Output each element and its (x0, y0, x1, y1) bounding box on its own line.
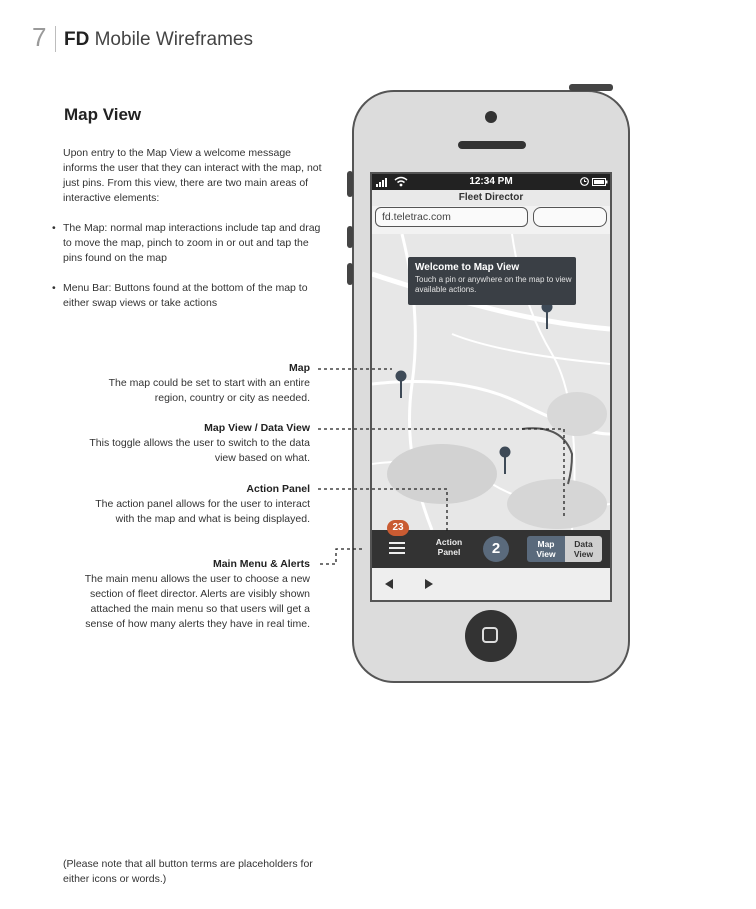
annotation-map-data-view (80, 421, 310, 466)
action-panel-label: Action (435, 537, 463, 547)
volume-up-button (347, 226, 353, 248)
forward-arrow-icon[interactable] (423, 578, 435, 590)
clock-icon (580, 177, 589, 186)
header-divider (55, 26, 56, 52)
back-arrow-icon[interactable] (383, 578, 395, 590)
map-view-label: View (536, 549, 556, 559)
welcome-popup-body: Touch a pin or anywhere on the map to view available actions. (415, 275, 572, 294)
action-count-badge[interactable]: 2 (483, 536, 509, 562)
annotation-body: This toggle allows the user to switch to the data view based on what. (89, 437, 310, 464)
browser-nav-bar (372, 568, 610, 600)
data-view-label: View (573, 549, 594, 559)
battery-icon (592, 178, 608, 186)
url-field[interactable]: fd.teletrac.com (375, 207, 528, 227)
map-pin-icon[interactable] (540, 301, 554, 329)
front-camera (485, 111, 497, 123)
intro-paragraph: Upon entry to the Map View a welcome message informs the user that they can interact with the map, not just pins. From this view, there are two main areas of interactive elements: (63, 147, 322, 204)
page-number: 7 (32, 22, 47, 52)
annotation-main-menu-alerts (80, 557, 310, 632)
data-view-button[interactable] (565, 536, 602, 562)
alerts-badge[interactable]: 23 (387, 520, 409, 536)
map-view-label: Map (537, 539, 555, 549)
document-title (64, 29, 253, 51)
earpiece-speaker (458, 141, 526, 149)
status-time: 12:34 PM (469, 176, 513, 187)
document-title-bold: FD (64, 29, 90, 50)
document-title-rest: Mobile Wireframes (94, 29, 253, 50)
app-title: Fleet Director (458, 192, 524, 203)
action-panel-button[interactable] (428, 537, 470, 557)
map-pin-icon[interactable] (498, 446, 512, 474)
volume-down-button (347, 263, 353, 285)
annotation-action-panel (80, 482, 310, 527)
welcome-popup-title: Welcome to Map View (415, 262, 520, 273)
map-area[interactable] (372, 234, 610, 530)
mute-switch (347, 171, 353, 197)
annotation-title: Map View / Data View (204, 422, 310, 434)
footnote: (Please note that all button terms are placeholders for either icons or words.) (63, 858, 313, 885)
data-view-label: Data (574, 539, 593, 549)
bullet-dot: • (52, 222, 56, 234)
menu-bar (372, 530, 610, 568)
phone-screen (370, 172, 612, 602)
map-pin-icon[interactable] (394, 370, 408, 398)
bullet-text: Menu Bar: Buttons found at the bottom of the map to either swap views or take actions (63, 282, 308, 309)
home-button-icon (482, 627, 498, 643)
welcome-popup[interactable] (408, 257, 576, 305)
view-toggle (527, 536, 602, 562)
annotation-body: The action panel allows for the user to interact with the map and what is being displayed. (95, 498, 310, 525)
annotation-map (80, 361, 310, 406)
status-bar (372, 174, 610, 190)
annotation-title: Action Panel (246, 483, 310, 495)
power-button (569, 84, 613, 91)
bullet-text: The Map: normal map interactions include tap and drag to move the map, pinch to zoom in or out and tap the pins found on the map (63, 222, 321, 264)
search-button[interactable] (533, 207, 607, 227)
action-panel-label: Panel (437, 547, 461, 557)
app-title-bar (372, 190, 610, 206)
annotation-body: The main menu allows the user to choose a new section of fleet director. Alerts are visibly shown attached the main menu so that users will get a sense of how many alerts they have in real time. (84, 573, 310, 630)
annotation-title: Main Menu & Alerts (212, 558, 310, 570)
section-title: Map View (64, 105, 142, 124)
menu-icon[interactable] (389, 542, 405, 556)
map-view-button[interactable] (527, 536, 565, 562)
annotation-title: Map (289, 362, 310, 374)
bullet-dot: • (52, 282, 56, 294)
annotation-body: The map could be set to start with an entire region, country or city as needed. (108, 377, 310, 404)
